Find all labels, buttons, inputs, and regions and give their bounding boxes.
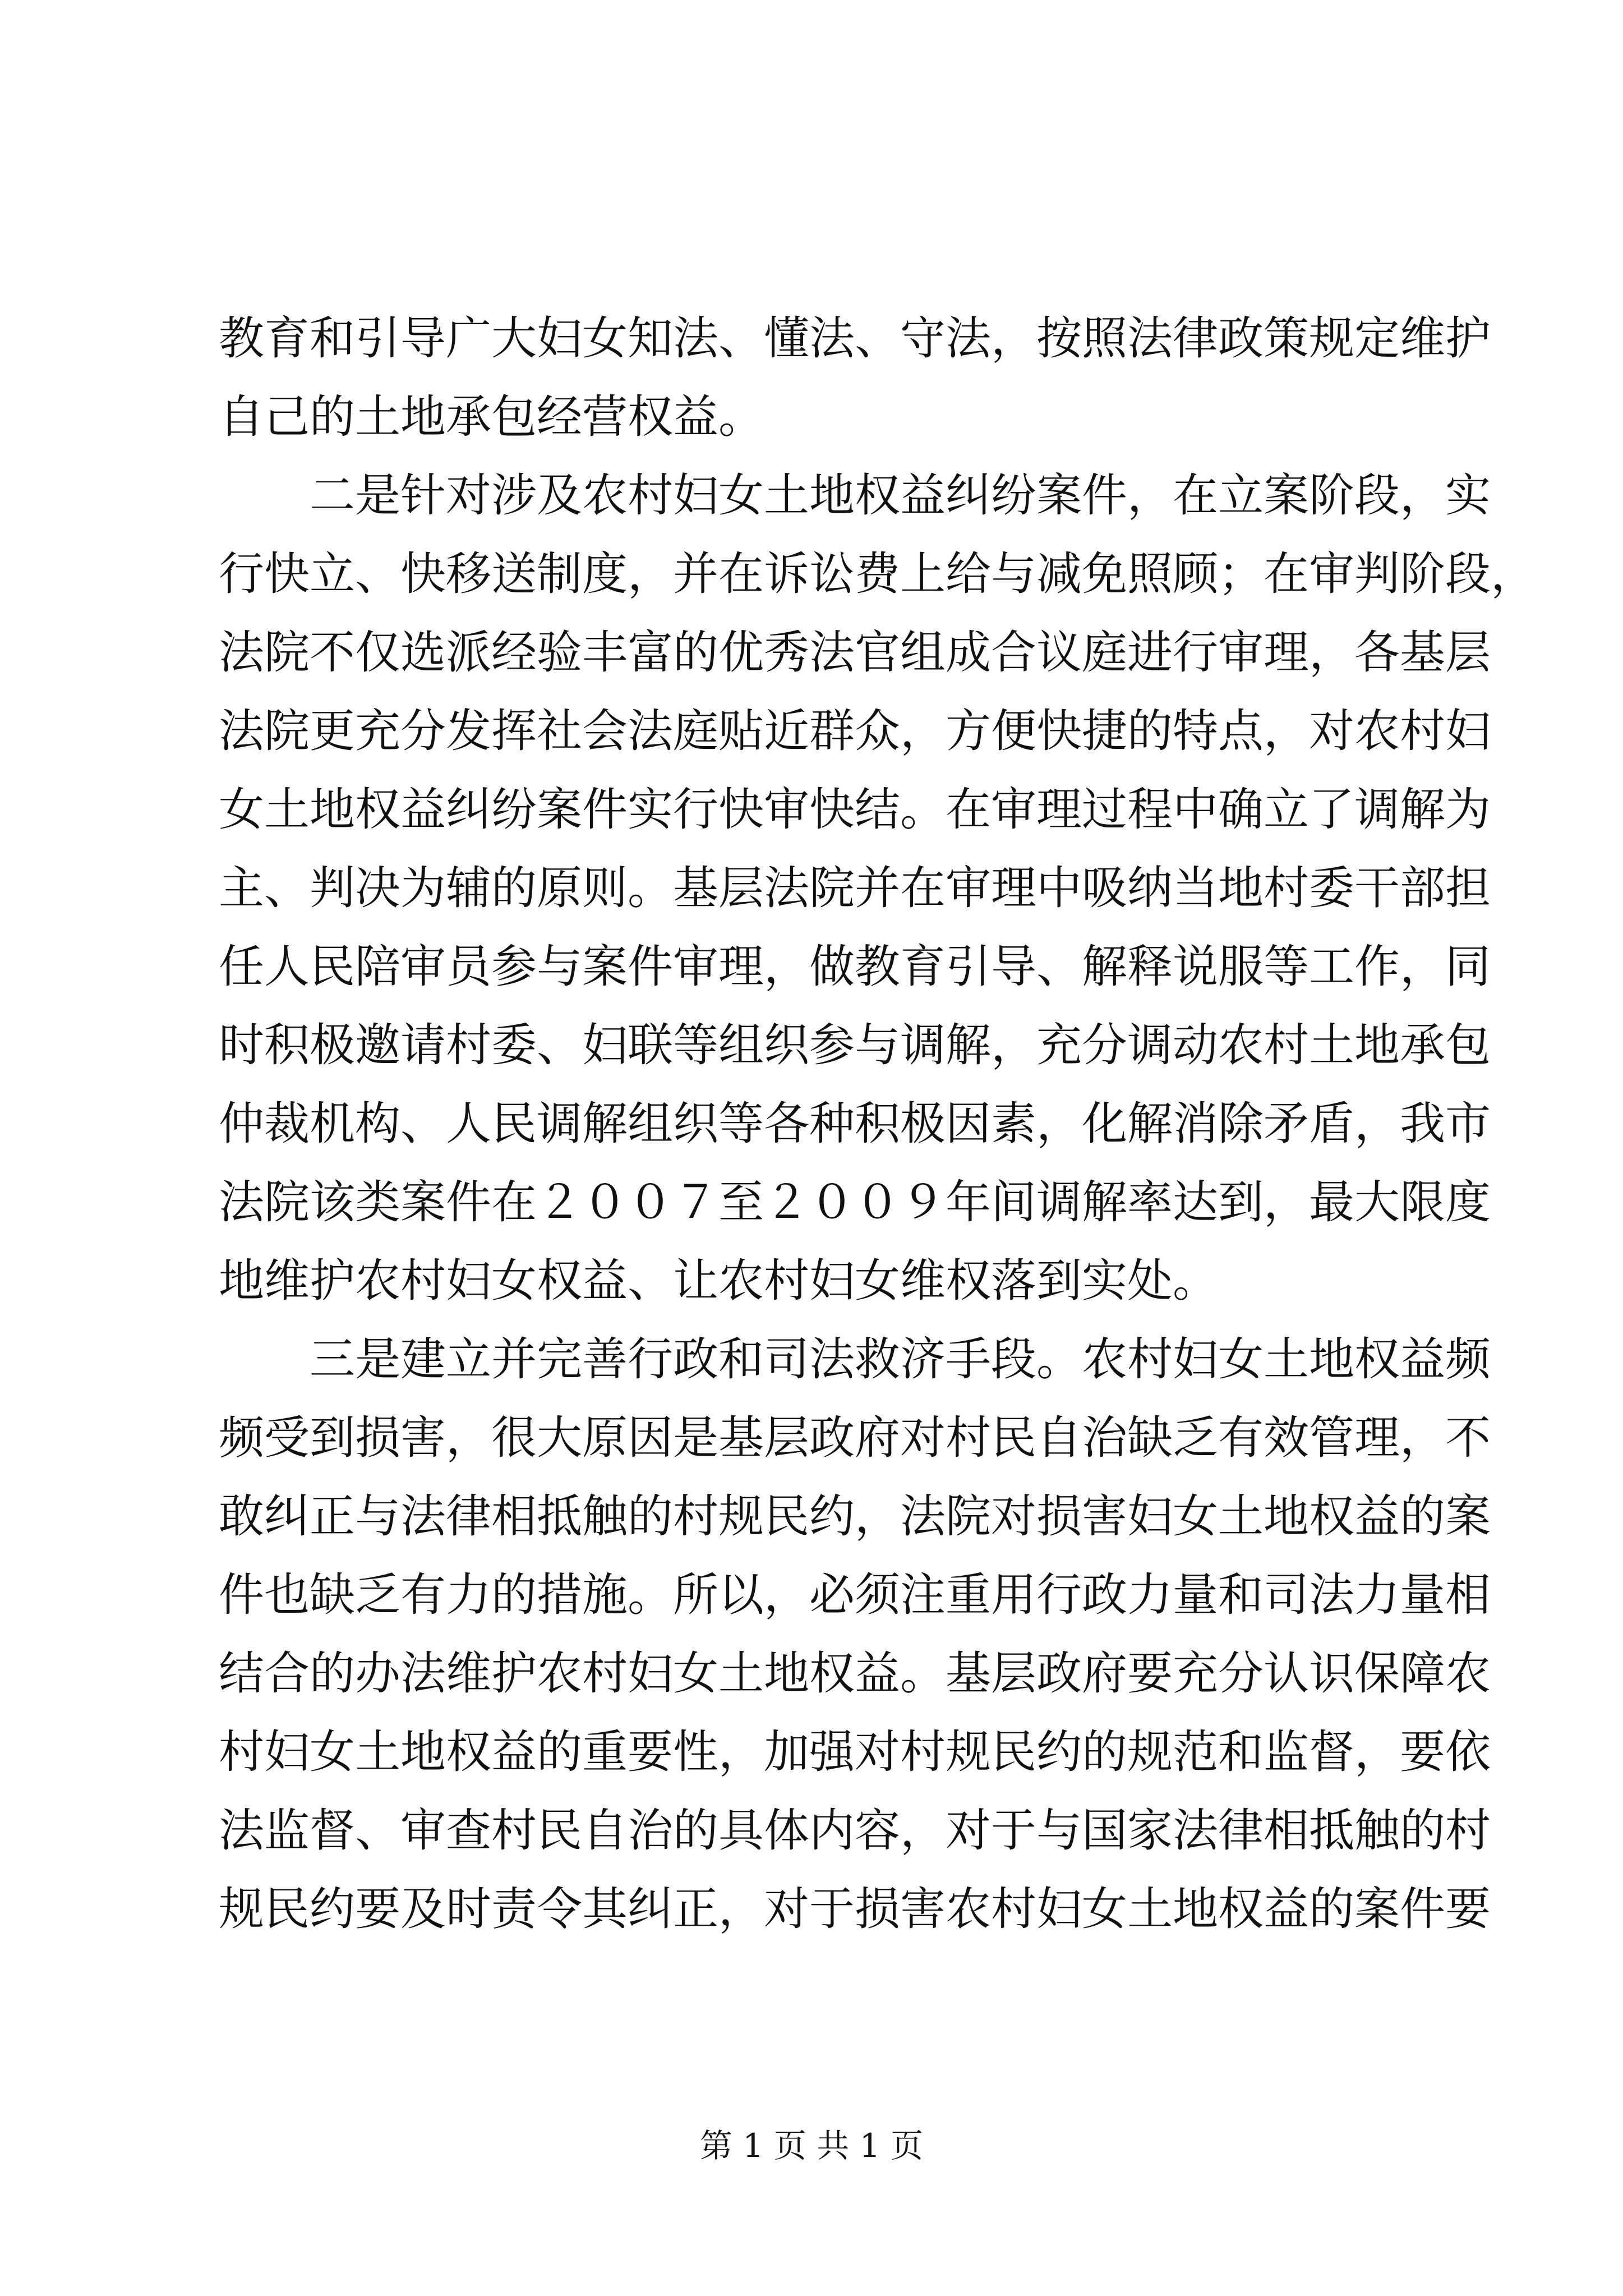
line-text: 结合的办法维护农村妇女土地权益。基层政府要充分认识保障农 xyxy=(219,1648,1491,1700)
text-line-14 xyxy=(0,1320,1623,1399)
text-line-6 xyxy=(0,692,1623,771)
text-line-1 xyxy=(0,300,1623,378)
page-number-footer: 第 1 页 共 1 页 xyxy=(700,2127,923,2165)
line-text: 村妇女土地权益的重要性，加强对村规民约的规范和监督，要依 xyxy=(219,1726,1491,1779)
text-line-3 xyxy=(0,457,1623,535)
line-text: 频受到损害，很大原因是基层政府对村民自治缺乏有效管理，不 xyxy=(219,1412,1491,1465)
text-line-20 xyxy=(0,1792,1623,1870)
text-line-5 xyxy=(0,614,1623,692)
line-text: 仲裁机构、人民调解组织等各种积极因素，化解消除矛盾，我市 xyxy=(219,1098,1491,1151)
text-line-18 xyxy=(0,1635,1623,1713)
text-line-9 xyxy=(0,928,1623,1006)
text-line-2 xyxy=(0,378,1623,457)
line-text: 法监督、审查村民自治的具体内容，对于与国家法律相抵触的村 xyxy=(219,1805,1491,1857)
text-line-10 xyxy=(0,1006,1623,1085)
text-line-7 xyxy=(0,771,1623,849)
line-text: 任人民陪审员参与案件审理，做教育引导、解释说服等工作，同 xyxy=(219,941,1491,993)
text-line-11 xyxy=(0,1085,1623,1163)
line-text: 时积极邀请村委、妇联等组织参与调解，充分调动农村土地承包 xyxy=(219,1019,1491,1072)
text-line-4 xyxy=(0,535,1623,614)
text-line-12 xyxy=(0,1163,1623,1242)
line-text: 自己的土地承包经营权益。 xyxy=(219,391,764,444)
line-text: 行快立、快移送制度，并在诉讼费上给与减免照顾；在审判阶段， xyxy=(219,548,1537,601)
text-line-21 xyxy=(0,1870,1623,1949)
line-text: 法院不仅选派经验丰富的优秀法官组成合议庭进行审理，各基层 xyxy=(219,627,1491,679)
line-text: 二是针对涉及农村妇女土地权益纠纷案件，在立案阶段，实 xyxy=(310,470,1491,522)
line-text: 三是建立并完善行政和司法救济手段。农村妇女土地权益频 xyxy=(310,1333,1491,1386)
line-text: 法院该类案件在２００７至２００９年间调解率达到，最大限度 xyxy=(219,1176,1491,1229)
text-line-19 xyxy=(0,1713,1623,1792)
text-line-17 xyxy=(0,1556,1623,1635)
text-line-13 xyxy=(0,1242,1623,1320)
line-text: 主、判决为辅的原则。基层法院并在审理中吸纳当地村委干部担 xyxy=(219,862,1491,915)
line-text: 教育和引导广大妇女知法、懂法、守法，按照法律政策规定维护 xyxy=(219,312,1491,365)
line-text: 法院更充分发挥社会法庭贴近群众，方便快捷的特点，对农村妇 xyxy=(219,705,1491,758)
text-line-15 xyxy=(0,1399,1623,1478)
line-text: 规民约要及时责令其纠正，对于损害农村妇女土地权益的案件要 xyxy=(219,1883,1491,1936)
text-line-8 xyxy=(0,849,1623,928)
text-line-16 xyxy=(0,1478,1623,1556)
line-text: 地维护农村妇女权益、让农村妇女维权落到实处。 xyxy=(219,1255,1219,1308)
line-text: 件也缺乏有力的措施。所以，必须注重用行政力量和司法力量相 xyxy=(219,1569,1491,1622)
line-text: 女土地权益纠纷案件实行快审快结。在审理过程中确立了调解为 xyxy=(219,784,1491,836)
line-text: 敢纠正与法律相抵触的村规民约，法院对损害妇女土地权益的案 xyxy=(219,1490,1491,1543)
